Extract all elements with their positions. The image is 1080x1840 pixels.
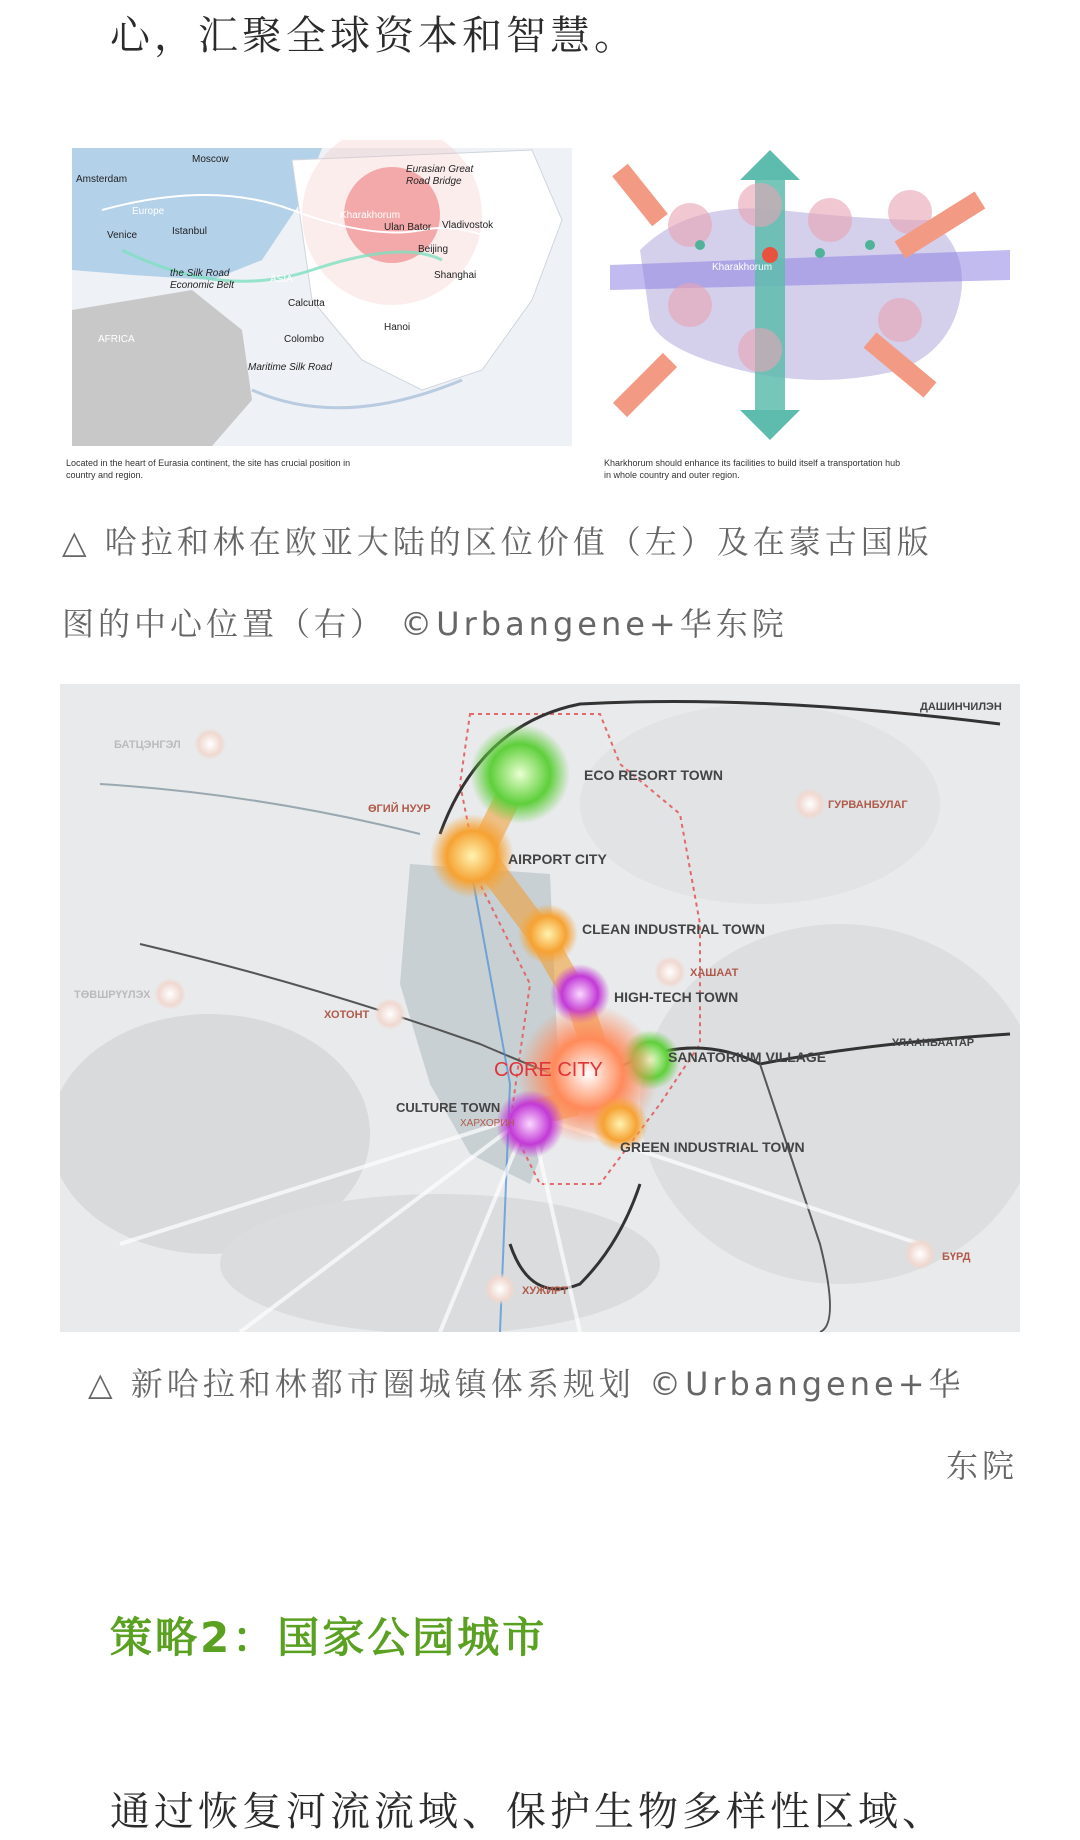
figure2-caption-line1: △ 新哈拉和林都市圈城镇体系规划 ©Urbangene+华 (88, 1365, 965, 1403)
strategy-heading: 策略2：国家公园城市 (110, 1613, 548, 1662)
city-shanghai: Shanghai (434, 270, 477, 281)
city-amsterdam: Amsterdam (76, 174, 128, 185)
city-kharakhorum: Kharakhorum (340, 210, 401, 221)
place-khujirt: ХУЖИРТ (522, 1285, 568, 1297)
place-ugii-nuur: ӨГИЙ НУУР (368, 803, 431, 815)
eurasian-bridge-label-1: Eurasian Great (406, 164, 474, 175)
left-map-note-2: country and region. (66, 470, 144, 480)
city-beijing: Beijing (418, 244, 449, 255)
label-clean-industrial-town: CLEAN INDUSTRIAL TOWN (582, 921, 766, 937)
figure2-caption-line2: 东院 (946, 1447, 1019, 1485)
place-kharkhorin: ХАРХОРИН (460, 1118, 515, 1129)
region-africa: AFRICA (98, 334, 135, 345)
city-colombo: Colombo (284, 334, 325, 345)
intro-paragraph: 心，汇聚全球资本和智慧。 (110, 13, 638, 59)
place-batsengel: БАТЦЭНГЭЛ (114, 739, 181, 751)
city-istanbul: Istanbul (172, 226, 208, 237)
city-venice: Venice (107, 230, 138, 241)
right-map-center-label: Kharakhorum (712, 262, 773, 273)
city-calcutta: Calcutta (288, 298, 325, 309)
label-airport-city: AIRPORT CITY (508, 851, 607, 867)
city-vladivostok: Vladivostok (442, 220, 494, 231)
figure1-caption-line2: 图的中心位置（右） ©Urbangene+华东院 (62, 605, 788, 643)
economic-belt-label: Economic Belt (170, 280, 234, 291)
figure1-caption-line1: △ 哈拉和林在欧亚大陆的区位价值（左）及在蒙古国版 (62, 523, 933, 561)
maritime-silk-road-label: Maritime Silk Road (248, 362, 332, 373)
label-high-tech-town: HIGH-TECH TOWN (614, 989, 739, 1005)
silk-road-label: the Silk Road (170, 268, 230, 279)
figure2-town-system-map (60, 684, 1020, 1332)
city-ulan-bator: Ulan Bator (384, 222, 432, 233)
place-tuvshruulekh: ТӨВШРҮҮЛЭХ (74, 989, 151, 1001)
label-green-industrial-town: GREEN INDUSTRIAL TOWN (620, 1139, 805, 1155)
label-eco-resort-town: ECO RESORT TOWN (584, 767, 723, 783)
body-paragraph: 通过恢复河流流域、保护生物多样性区域、 (110, 1789, 946, 1835)
label-culture-town: CULTURE TOWN (396, 1100, 501, 1115)
region-asia: ASIA (270, 274, 293, 285)
figure1-right-map (600, 140, 1020, 500)
figure1-left-map (62, 140, 582, 500)
place-khashaat: ХАШААТ (690, 967, 739, 979)
place-gurvanbulag: ГУРВАНБУЛАГ (828, 799, 908, 811)
city-moscow: Moscow (192, 154, 229, 165)
place-khotont: ХОТОНТ (324, 1009, 370, 1021)
right-map-note-2: in whole country and outer region. (604, 470, 740, 480)
place-burd: БҮРД (942, 1251, 971, 1263)
label-core-city: CORE CITY (494, 1059, 603, 1081)
eurasian-bridge-label-2: Road Bridge (406, 176, 462, 187)
label-sanatorium-village: SANATORIUM VILLAGE (668, 1049, 827, 1065)
place-dashinchilen: ДАШИНЧИЛЭН (920, 701, 1002, 713)
city-hanoi: Hanoi (384, 322, 411, 333)
region-europe: Europe (132, 206, 165, 217)
place-ulaanbaatar: УЛААНБААТАР (892, 1037, 975, 1049)
left-map-note-1: Located in the heart of Eurasia continent, the site has crucial position in (66, 458, 351, 468)
right-map-note-1: Kharkhorum should enhance its facilities to build itself a transportation hub (604, 458, 901, 468)
